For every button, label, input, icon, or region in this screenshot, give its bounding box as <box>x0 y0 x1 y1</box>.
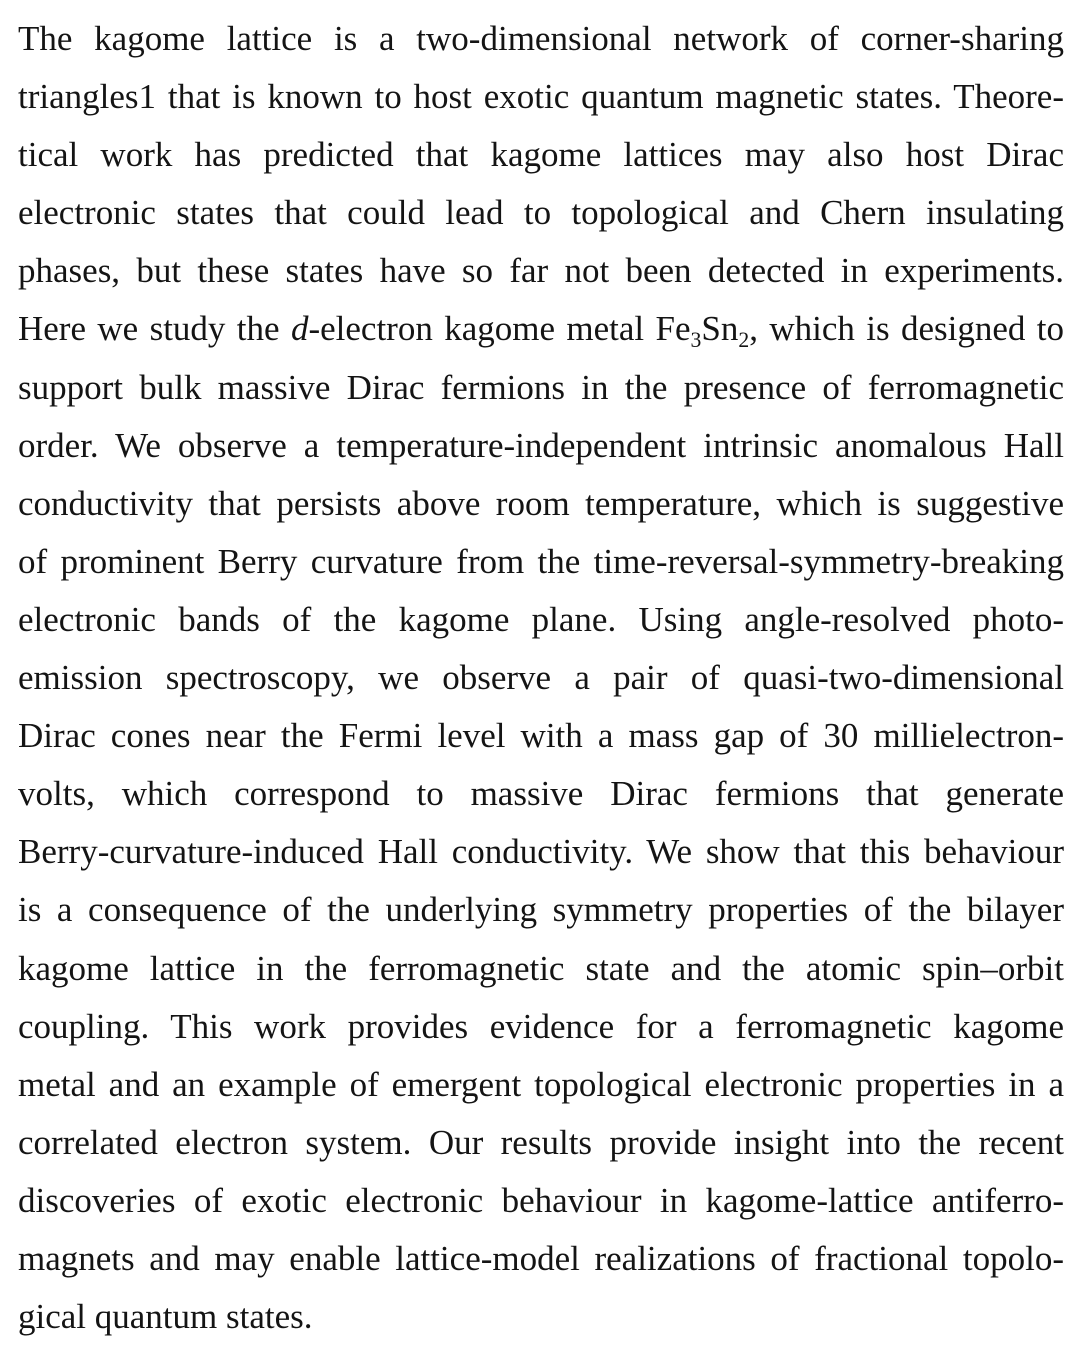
abstract-line-20: correlated electron system. Our results provide insight into the recent <box>18 1122 1064 1162</box>
abstract-line-2: triangles1 that is known to host exotic quantum magnetic states. Theore- <box>18 77 1064 117</box>
italic-d: d <box>290 309 309 349</box>
abstract-line-18: coupling. This work provides evidence for a ferromagnetic kagome <box>18 1006 1064 1046</box>
abstract-line-6 <box>18 300 1064 358</box>
abstract-line-19: metal and an example of emergent topological electronic properties in a <box>18 1064 1064 1104</box>
subscript-2: 2 <box>738 327 750 352</box>
line-6-mid: -electron kagome metal Fe <box>308 309 691 349</box>
abstract-line-8: order. We observe a temperature-independent intrinsic anomalous Hall <box>18 425 1064 465</box>
abstract-line-13: Dirac cones near the Fermi level with a mass gap of 30 millielectron- <box>18 716 1064 756</box>
abstract-line-11: electronic bands of the kagome plane. Using angle-resolved photo- <box>18 599 1064 639</box>
abstract-line-7: support bulk massive Dirac fermions in the presence of ferromagnetic <box>18 367 1064 407</box>
abstract-line-5: phases, but these states have so far not been detected in experiments. <box>18 251 1064 291</box>
abstract-paragraph <box>18 10 1064 1346</box>
subscript-3: 3 <box>690 327 702 352</box>
abstract-line-15: Berry-curvature-induced Hall conductivity. We show that this behaviour <box>18 832 1064 872</box>
abstract-line-22: magnets and may enable lattice-model realizations of fractional topolo- <box>18 1238 1064 1278</box>
abstract-line-10: of prominent Berry curvature from the time-reversal-symmetry-breaking <box>18 541 1064 581</box>
abstract-line-12: emission spectroscopy, we observe a pair of quasi-two-dimensional <box>18 658 1064 698</box>
line-6-mid2: Sn <box>701 309 739 349</box>
line-6-post: , which is designed to <box>749 309 1064 349</box>
abstract-line-17: kagome lattice in the ferromagnetic state and the atomic spin–orbit <box>18 948 1064 988</box>
abstract-line-16: is a consequence of the underlying symmetry properties of the bilayer <box>18 890 1064 930</box>
abstract-line-9: conductivity that persists above room temperature, which is suggestive <box>18 483 1064 523</box>
abstract-line-23: gical quantum states. <box>18 1297 313 1337</box>
abstract-line-3: tical work has predicted that kagome lattices may also host Dirac <box>18 135 1064 175</box>
abstract-line-4: electronic states that could lead to topological and Chern insulating <box>18 193 1064 233</box>
abstract-line-1: The kagome lattice is a two-dimensional network of corner-sharing <box>18 19 1064 58</box>
abstract-line-21: discoveries of exotic electronic behaviour in kagome-lattice antiferro- <box>18 1180 1064 1220</box>
abstract-line-14: volts, which correspond to massive Dirac fermions that generate <box>18 774 1064 814</box>
line-6-pre: Here we study the <box>18 309 291 349</box>
